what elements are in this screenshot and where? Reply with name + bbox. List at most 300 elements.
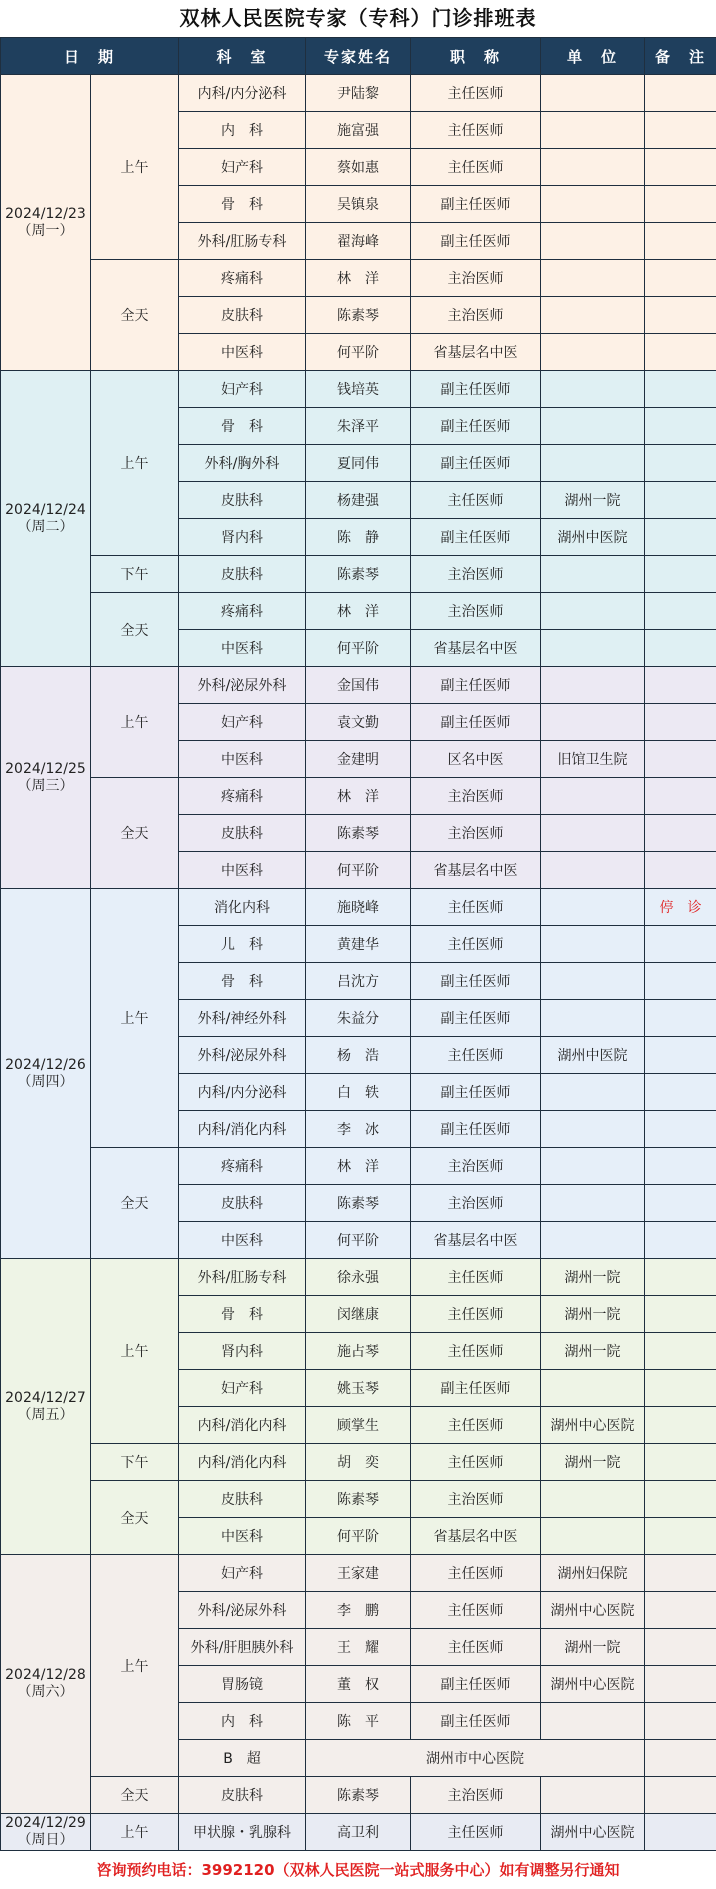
rank-cell: 副主任医师	[411, 519, 541, 556]
dept-cell: 皮肤科	[179, 482, 306, 519]
name-cell: 陈 平	[306, 1703, 411, 1740]
remark-cell	[645, 297, 716, 334]
remark-cell	[645, 1000, 716, 1037]
unit-cell	[541, 1111, 645, 1148]
unit-cell	[541, 297, 645, 334]
table-row	[1, 1148, 716, 1185]
weekday-text: （周五）	[1, 1407, 90, 1424]
dept-cell: 消化内科	[179, 889, 306, 926]
rank-cell: 副主任医师	[411, 1111, 541, 1148]
unit-cell	[541, 778, 645, 815]
unit-cell: 湖州一院	[541, 482, 645, 519]
dept-cell: 甲状腺・乳腺科	[179, 1814, 306, 1851]
dept-cell: 妇产科	[179, 1555, 306, 1592]
name-cell: 林 洋	[306, 1148, 411, 1185]
unit-cell	[541, 852, 645, 889]
remark-cell	[645, 1259, 716, 1296]
dept-cell: 内 科	[179, 112, 306, 149]
rank-cell: 副主任医师	[411, 667, 541, 704]
name-cell: 杨建强	[306, 482, 411, 519]
name-cell: 杨 浩	[306, 1037, 411, 1074]
rank-cell: 副主任医师	[411, 1666, 541, 1703]
dept-cell: 骨 科	[179, 963, 306, 1000]
table-row	[1, 667, 716, 704]
rank-cell: 主治医师	[411, 778, 541, 815]
rank-cell: 副主任医师	[411, 408, 541, 445]
remark-cell	[645, 852, 716, 889]
date-text: 2024/12/25	[1, 761, 90, 778]
unit-cell: 湖州一院	[541, 1333, 645, 1370]
merged-unit-cell: 湖州市中心医院	[306, 1740, 645, 1777]
unit-cell	[541, 149, 645, 186]
name-cell: 何平阶	[306, 334, 411, 371]
unit-cell: 湖州中心医院	[541, 1592, 645, 1629]
name-cell: 金国伟	[306, 667, 411, 704]
period-cell: 上午	[91, 371, 179, 556]
name-cell: 翟海峰	[306, 223, 411, 260]
footer-note: 咨询预约电话：3992120（双林人民医院一站式服务中心）如有调整另行通知	[0, 1851, 716, 1889]
name-cell: 朱益分	[306, 1000, 411, 1037]
weekday-text: （周三）	[1, 778, 90, 795]
remark-cell	[645, 186, 716, 223]
dept-cell: 疼痛科	[179, 778, 306, 815]
schedule-body	[1, 75, 716, 1851]
date-text: 2024/12/27	[1, 1390, 90, 1407]
dept-cell: 中医科	[179, 1518, 306, 1555]
remark-cell	[645, 149, 716, 186]
table-row	[1, 75, 716, 112]
rank-cell: 主任医师	[411, 482, 541, 519]
dept-cell: 肾内科	[179, 519, 306, 556]
remark-cell	[645, 1592, 716, 1629]
unit-cell	[541, 889, 645, 926]
weekday-text: （周二）	[1, 519, 90, 536]
unit-cell	[541, 593, 645, 630]
remark-cell	[645, 1555, 716, 1592]
rank-cell: 副主任医师	[411, 186, 541, 223]
dept-cell: 外科/泌尿外科	[179, 1592, 306, 1629]
remark-cell	[645, 1148, 716, 1185]
rank-cell: 主治医师	[411, 815, 541, 852]
dept-cell: 外科/泌尿外科	[179, 667, 306, 704]
unit-cell	[541, 334, 645, 371]
date-text: 2024/12/26	[1, 1057, 90, 1074]
remark-cell	[645, 75, 716, 112]
rank-cell: 主任医师	[411, 926, 541, 963]
unit-cell	[541, 1703, 645, 1740]
rank-cell: 省基层名中医	[411, 1222, 541, 1259]
date-cell	[1, 75, 91, 371]
date-text: 2024/12/29	[1, 1815, 90, 1832]
rank-cell: 主任医师	[411, 889, 541, 926]
rank-cell: 主任医师	[411, 1629, 541, 1666]
remark-cell	[645, 1185, 716, 1222]
table-row	[1, 1481, 716, 1518]
schedule-table	[0, 37, 716, 1851]
rank-cell: 主治医师	[411, 297, 541, 334]
header-date: 日 期	[1, 38, 179, 75]
remark-cell	[645, 741, 716, 778]
rank-cell: 主任医师	[411, 112, 541, 149]
dept-cell: 骨 科	[179, 408, 306, 445]
name-cell: 林 洋	[306, 260, 411, 297]
rank-cell: 副主任医师	[411, 445, 541, 482]
weekday-text: （周日）	[1, 1832, 90, 1849]
unit-cell	[541, 630, 645, 667]
header-row	[1, 38, 716, 75]
name-cell: 闵继康	[306, 1296, 411, 1333]
unit-cell	[541, 926, 645, 963]
unit-cell: 旧馆卫生院	[541, 741, 645, 778]
dept-cell: 内科/内分泌科	[179, 1074, 306, 1111]
rank-cell: 主任医师	[411, 1814, 541, 1851]
unit-cell: 湖州妇保院	[541, 1555, 645, 1592]
dept-cell: 儿 科	[179, 926, 306, 963]
date-cell	[1, 1555, 91, 1814]
rank-cell: 区名中医	[411, 741, 541, 778]
rank-cell: 主治医师	[411, 260, 541, 297]
name-cell: 何平阶	[306, 852, 411, 889]
name-cell: 白 轶	[306, 1074, 411, 1111]
name-cell: 施富强	[306, 112, 411, 149]
dept-cell: 皮肤科	[179, 297, 306, 334]
name-cell: 顾掌生	[306, 1407, 411, 1444]
page-title: 双林人民医院专家（专科）门诊排班表	[0, 0, 716, 37]
name-cell: 钱培英	[306, 371, 411, 408]
name-cell: 徐永强	[306, 1259, 411, 1296]
period-cell: 上午	[91, 1259, 179, 1444]
unit-cell: 湖州一院	[541, 1444, 645, 1481]
rank-cell: 副主任医师	[411, 1370, 541, 1407]
dept-cell: 疼痛科	[179, 593, 306, 630]
dept-cell: 内科/消化内科	[179, 1407, 306, 1444]
header-rank: 职 称	[411, 38, 541, 75]
dept-cell: 皮肤科	[179, 1185, 306, 1222]
unit-cell	[541, 75, 645, 112]
remark-cell	[645, 704, 716, 741]
name-cell: 姚玉琴	[306, 1370, 411, 1407]
unit-cell	[541, 1185, 645, 1222]
remark-cell	[645, 1703, 716, 1740]
unit-cell	[541, 260, 645, 297]
period-cell: 上午	[91, 667, 179, 778]
name-cell: 何平阶	[306, 1222, 411, 1259]
date-cell	[1, 667, 91, 889]
table-row	[1, 593, 716, 630]
unit-cell	[541, 556, 645, 593]
remark-cell	[645, 1481, 716, 1518]
name-cell: 尹陆黎	[306, 75, 411, 112]
unit-cell	[541, 223, 645, 260]
remark-cell	[645, 1629, 716, 1666]
name-cell: 施占琴	[306, 1333, 411, 1370]
dept-cell: 妇产科	[179, 1370, 306, 1407]
remark-cell	[645, 445, 716, 482]
dept-cell: 中医科	[179, 741, 306, 778]
remark-cell	[645, 1074, 716, 1111]
name-cell: 陈素琴	[306, 1185, 411, 1222]
name-cell: 蔡如惠	[306, 149, 411, 186]
name-cell: 陈素琴	[306, 1481, 411, 1518]
remark-cell	[645, 1111, 716, 1148]
remark-cell	[645, 519, 716, 556]
remark-cell	[645, 1222, 716, 1259]
period-cell: 上午	[91, 1555, 179, 1777]
name-cell: 黄建华	[306, 926, 411, 963]
rank-cell: 主任医师	[411, 1407, 541, 1444]
name-cell: 李 冰	[306, 1111, 411, 1148]
rank-cell: 省基层名中医	[411, 630, 541, 667]
unit-cell	[541, 1000, 645, 1037]
rank-cell: 副主任医师	[411, 704, 541, 741]
rank-cell: 主治医师	[411, 556, 541, 593]
rank-cell: 主任医师	[411, 1037, 541, 1074]
rank-cell: 省基层名中医	[411, 1518, 541, 1555]
unit-cell: 湖州中心医院	[541, 1666, 645, 1703]
table-row	[1, 1555, 716, 1592]
name-cell: 陈 静	[306, 519, 411, 556]
table-row	[1, 1259, 716, 1296]
name-cell: 吴镇泉	[306, 186, 411, 223]
name-cell: 陈素琴	[306, 1777, 411, 1814]
dept-cell: 内科/消化内科	[179, 1444, 306, 1481]
date-text: 2024/12/23	[1, 206, 90, 223]
name-cell: 高卫利	[306, 1814, 411, 1851]
header-name: 专家姓名	[306, 38, 411, 75]
remark-cell	[645, 1444, 716, 1481]
period-cell: 下午	[91, 1444, 179, 1481]
dept-cell: 外科/肛肠专科	[179, 1259, 306, 1296]
weekday-text: （周六）	[1, 1684, 90, 1701]
dept-cell: 疼痛科	[179, 1148, 306, 1185]
rank-cell: 主治医师	[411, 1148, 541, 1185]
weekday-text: （周一）	[1, 223, 90, 240]
period-cell: 全天	[91, 778, 179, 889]
remark-cell	[645, 593, 716, 630]
rank-cell: 主治医师	[411, 1777, 541, 1814]
remark-cell	[645, 371, 716, 408]
dept-cell: 内科/内分泌科	[179, 75, 306, 112]
dept-cell: 肾内科	[179, 1333, 306, 1370]
rank-cell: 主任医师	[411, 1296, 541, 1333]
period-cell: 上午	[91, 1814, 179, 1851]
unit-cell: 湖州中心医院	[541, 1814, 645, 1851]
unit-cell	[541, 963, 645, 1000]
remark-cell	[645, 556, 716, 593]
table-row	[1, 1814, 716, 1851]
remark-cell: 停 诊	[645, 889, 716, 926]
rank-cell: 主治医师	[411, 1481, 541, 1518]
name-cell: 朱泽平	[306, 408, 411, 445]
header-dept: 科 室	[179, 38, 306, 75]
unit-cell: 湖州一院	[541, 1629, 645, 1666]
unit-cell	[541, 1148, 645, 1185]
name-cell: 陈素琴	[306, 297, 411, 334]
remark-cell	[645, 223, 716, 260]
name-cell: 林 洋	[306, 593, 411, 630]
dept-cell: 外科/泌尿外科	[179, 1037, 306, 1074]
rank-cell: 主任医师	[411, 1444, 541, 1481]
unit-cell	[541, 1222, 645, 1259]
rank-cell: 主任医师	[411, 149, 541, 186]
dept-cell: 中医科	[179, 630, 306, 667]
dept-cell: 外科/神经外科	[179, 1000, 306, 1037]
unit-cell	[541, 186, 645, 223]
remark-cell	[645, 667, 716, 704]
table-row	[1, 1444, 716, 1481]
dept-cell: 妇产科	[179, 704, 306, 741]
remark-cell	[645, 1740, 716, 1777]
table-row	[1, 778, 716, 815]
dept-cell: 疼痛科	[179, 260, 306, 297]
date-text: 2024/12/24	[1, 502, 90, 519]
rank-cell: 主任医师	[411, 1592, 541, 1629]
name-cell: 何平阶	[306, 630, 411, 667]
dept-cell: 胃肠镜	[179, 1666, 306, 1703]
name-cell: 董 权	[306, 1666, 411, 1703]
name-cell: 袁文勤	[306, 704, 411, 741]
unit-cell: 湖州一院	[541, 1296, 645, 1333]
remark-cell	[645, 482, 716, 519]
remark-cell	[645, 1037, 716, 1074]
unit-cell	[541, 1074, 645, 1111]
unit-cell	[541, 815, 645, 852]
remark-cell	[645, 815, 716, 852]
unit-cell	[541, 408, 645, 445]
remark-cell	[645, 1296, 716, 1333]
date-cell	[1, 889, 91, 1259]
name-cell: 何平阶	[306, 1518, 411, 1555]
name-cell: 施晓峰	[306, 889, 411, 926]
remark-cell	[645, 334, 716, 371]
table-row	[1, 371, 716, 408]
dept-cell: 皮肤科	[179, 1777, 306, 1814]
remark-cell	[645, 112, 716, 149]
dept-cell: 外科/肝胆胰外科	[179, 1629, 306, 1666]
date-cell	[1, 1259, 91, 1555]
dept-cell: 内科/消化内科	[179, 1111, 306, 1148]
name-cell: 李 鹏	[306, 1592, 411, 1629]
period-cell: 上午	[91, 75, 179, 260]
dept-cell: 妇产科	[179, 149, 306, 186]
period-cell: 下午	[91, 556, 179, 593]
dept-cell: 外科/胸外科	[179, 445, 306, 482]
rank-cell: 副主任医师	[411, 223, 541, 260]
name-cell: 王家建	[306, 1555, 411, 1592]
remark-cell	[645, 1814, 716, 1851]
rank-cell: 省基层名中医	[411, 852, 541, 889]
unit-cell	[541, 1370, 645, 1407]
unit-cell	[541, 704, 645, 741]
name-cell: 吕沈方	[306, 963, 411, 1000]
name-cell: 陈素琴	[306, 815, 411, 852]
remark-cell	[645, 408, 716, 445]
table-row	[1, 556, 716, 593]
unit-cell	[541, 667, 645, 704]
remark-cell	[645, 630, 716, 667]
period-cell: 上午	[91, 889, 179, 1148]
dept-cell: 皮肤科	[179, 556, 306, 593]
name-cell: 胡 奕	[306, 1444, 411, 1481]
name-cell: 林 洋	[306, 778, 411, 815]
unit-cell	[541, 1777, 645, 1814]
remark-cell	[645, 1777, 716, 1814]
unit-cell	[541, 445, 645, 482]
dept-cell: 皮肤科	[179, 1481, 306, 1518]
rank-cell: 主任医师	[411, 1259, 541, 1296]
weekday-text: （周四）	[1, 1074, 90, 1091]
period-cell: 全天	[91, 260, 179, 371]
rank-cell: 主任医师	[411, 1555, 541, 1592]
header-remark: 备 注	[645, 38, 716, 75]
dept-cell: 内 科	[179, 1703, 306, 1740]
period-cell: 全天	[91, 1481, 179, 1555]
rank-cell: 省基层名中医	[411, 334, 541, 371]
name-cell: 陈素琴	[306, 556, 411, 593]
unit-cell	[541, 1518, 645, 1555]
rank-cell: 副主任医师	[411, 371, 541, 408]
dept-cell: 中医科	[179, 1222, 306, 1259]
dept-cell: 外科/肛肠专科	[179, 223, 306, 260]
date-cell	[1, 371, 91, 667]
period-cell: 全天	[91, 1148, 179, 1259]
dept-cell: 妇产科	[179, 371, 306, 408]
remark-cell	[645, 926, 716, 963]
header-unit: 单 位	[541, 38, 645, 75]
unit-cell	[541, 1481, 645, 1518]
remark-cell	[645, 1370, 716, 1407]
rank-cell: 主任医师	[411, 1333, 541, 1370]
unit-cell: 湖州中心医院	[541, 1407, 645, 1444]
name-cell: 王 耀	[306, 1629, 411, 1666]
name-cell: 夏同伟	[306, 445, 411, 482]
dept-cell: 中医科	[179, 852, 306, 889]
rank-cell: 副主任医师	[411, 1074, 541, 1111]
rank-cell: 副主任医师	[411, 963, 541, 1000]
remark-cell	[645, 1407, 716, 1444]
rank-cell: 主治医师	[411, 593, 541, 630]
dept-cell: 骨 科	[179, 1296, 306, 1333]
rank-cell: 副主任医师	[411, 1703, 541, 1740]
dept-cell: 中医科	[179, 334, 306, 371]
date-text: 2024/12/28	[1, 1667, 90, 1684]
rank-cell: 主任医师	[411, 75, 541, 112]
unit-cell: 湖州一院	[541, 1259, 645, 1296]
table-row	[1, 889, 716, 926]
table-row	[1, 260, 716, 297]
remark-cell	[645, 778, 716, 815]
remark-cell	[645, 1666, 716, 1703]
unit-cell: 湖州中医院	[541, 519, 645, 556]
rank-cell: 主治医师	[411, 1185, 541, 1222]
date-cell	[1, 1814, 91, 1851]
remark-cell	[645, 260, 716, 297]
unit-cell: 湖州中医院	[541, 1037, 645, 1074]
period-cell: 全天	[91, 1777, 179, 1814]
period-cell: 全天	[91, 593, 179, 667]
dept-cell: B 超	[179, 1740, 306, 1777]
table-row	[1, 1777, 716, 1814]
dept-cell: 骨 科	[179, 186, 306, 223]
unit-cell	[541, 112, 645, 149]
remark-cell	[645, 1518, 716, 1555]
unit-cell	[541, 371, 645, 408]
name-cell: 金建明	[306, 741, 411, 778]
rank-cell: 副主任医师	[411, 1000, 541, 1037]
dept-cell: 皮肤科	[179, 815, 306, 852]
remark-cell	[645, 963, 716, 1000]
remark-cell	[645, 1333, 716, 1370]
